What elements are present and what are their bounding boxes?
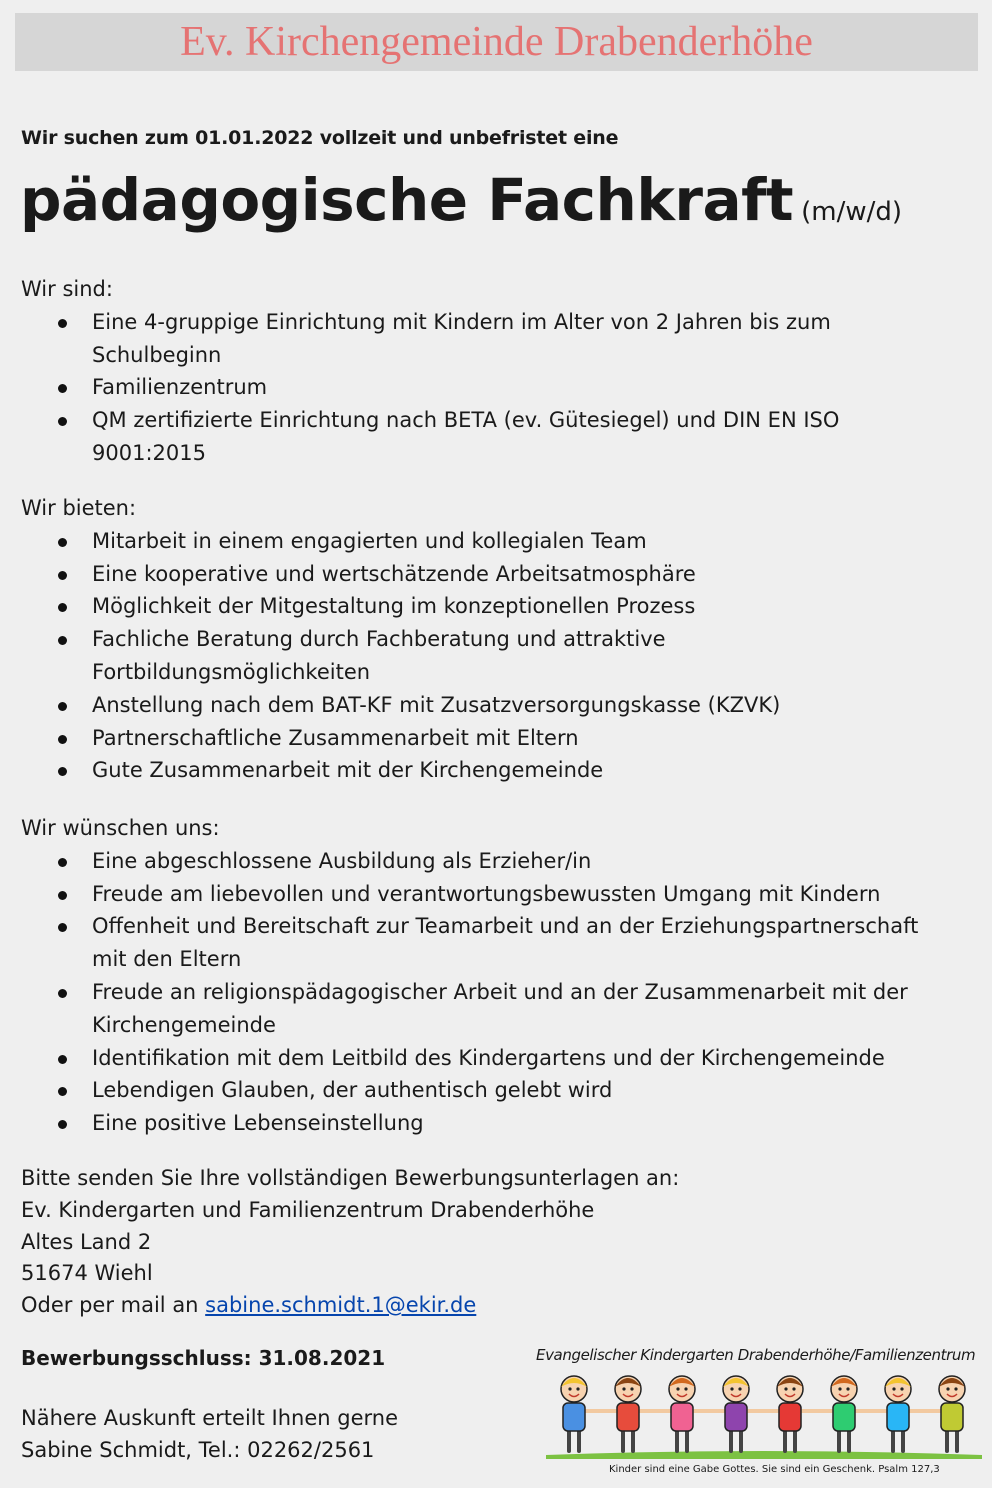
child-figure-icon [831,1376,890,1451]
bullet-icon [58,319,67,328]
list-item: Familienzentrum [21,371,971,404]
list-item: Eine 4-gruppige Einrichtung mit Kindern im Alter von 2 Jahren bis zum Schulbeginn [21,306,971,372]
list-item: Möglichkeit der Mitgestaltung im konzeptionellen Prozess [21,590,971,623]
header-title: Ev. Kirchengemeinde Drabenderhöhe [180,19,813,65]
application-deadline: Bewerbungsschluss: 31.08.2021 [21,1346,386,1370]
bullet-icon [58,384,67,393]
bullet-icon [58,603,67,612]
section-heading: Wir bieten: [21,496,137,520]
child-figure-icon [939,1376,965,1451]
bullet-icon [58,571,67,580]
bullet-icon [58,891,67,900]
child-figure-icon [561,1376,620,1451]
bullet-icon [58,735,67,744]
list-item: Eine positive Lebenseinstellung [21,1107,971,1140]
section-we-are [21,273,971,470]
job-title [20,166,902,234]
contact-mail-line: Oder per mail an sabine.schmidt.1@ekir.de [21,1293,477,1318]
contact-block [21,1163,679,1322]
grass-strip [546,1451,982,1459]
child-figure-icon [669,1376,728,1451]
list-item: QM zertifizierte Einrichtung nach BETA (ev. Gütesiegel) und DIN EN ISO 9001:2015 [21,404,971,470]
bullet-icon [58,1087,67,1096]
list-item: Anstellung nach dem BAT-KF mit Zusatzversorgungskasse (KZVK) [21,689,971,722]
list-item: Offenheit und Bereitschaft zur Teamarbeit und an der Erziehungspartnerschaft mit den Eltern [21,910,971,976]
header-banner [15,13,978,71]
list-item: Eine kooperative und wertschätzende Arbeitsatmosphäre [21,558,971,591]
list-item: Fachliche Beratung durch Fachberatung und attraktive Fortbildungsmöglichkeiten [21,623,971,689]
bullet-icon [58,702,67,711]
info-block [21,1402,398,1466]
contact-line: Altes Land 2 [21,1229,152,1254]
job-title-main: pädagogische Fachkraft [20,166,794,234]
children-illustration [536,1367,992,1463]
bullet-icon [58,538,67,547]
section-heading: Wir wünschen uns: [21,816,220,840]
contact-line: Bitte senden Sie Ihre vollständigen Bewerbungsunterlagen an: [21,1166,680,1190]
section-we-wish [21,812,971,1140]
job-title-suffix: (m/w/d) [801,197,903,227]
child-figure-icon [885,1376,944,1451]
section-heading: Wir sind: [21,277,113,301]
list-item: Lebendigen Glauben, der authentisch gelebt wird [21,1074,971,1107]
info-line: Nähere Auskunft erteilt Ihnen gerne [21,1406,399,1430]
list-item: Partnerschaftliche Zusammenarbeit mit Eltern [21,722,971,755]
list-item: Freude an religionspädagogischer Arbeit und an der Zusammenarbeit mit der Kirchengemeinde [21,976,971,1042]
bullet-icon [58,858,67,867]
logo-title: Evangelischer Kindergarten Drabenderhöhe/Familienzentrum [536,1346,976,1364]
list-item: Gute Zusammenarbeit mit der Kirchengemeinde [21,754,971,787]
bullet-icon [58,989,67,998]
child-figure-icon [723,1376,782,1451]
bullet-icon [58,636,67,645]
bullet-icon [58,1055,67,1064]
contact-line: Ev. Kindergarten und Familienzentrum Drabenderhöhe [21,1197,595,1222]
child-figure-icon [777,1376,836,1451]
child-figure-icon [615,1376,674,1451]
bullet-list [21,845,971,1140]
bullet-list [21,306,971,470]
kindergarten-logo [536,1343,992,1483]
contact-line: 51674 Wiehl [21,1261,153,1286]
bullet-icon [58,1120,67,1129]
bullet-icon [58,767,67,776]
bullet-list [21,525,971,787]
list-item: Eine abgeschlossene Ausbildung als Erzieher/in [21,845,971,878]
list-item: Identifikation mit dem Leitbild des Kindergartens und der Kirchengemeinde [21,1042,971,1075]
section-we-offer [21,492,971,787]
intro-text: Wir suchen zum 01.01.2022 vollzeit und unbefristet eine [21,127,619,149]
logo-caption: Kinder sind eine Gabe Gottes. Sie sind ein Geschenk. Psalm 127,3 [609,1464,940,1475]
bullet-icon [58,923,67,932]
info-line: Sabine Schmidt, Tel.: 02262/2561 [21,1438,375,1462]
list-item: Mitarbeit in einem engagierten und kollegialen Team [21,525,971,558]
list-item: Freude am liebevollen und verantwortungsbewussten Umgang mit Kindern [21,878,971,911]
bullet-icon [58,417,67,426]
email-link[interactable]: sabine.schmidt.1@ekir.de [205,1293,477,1318]
